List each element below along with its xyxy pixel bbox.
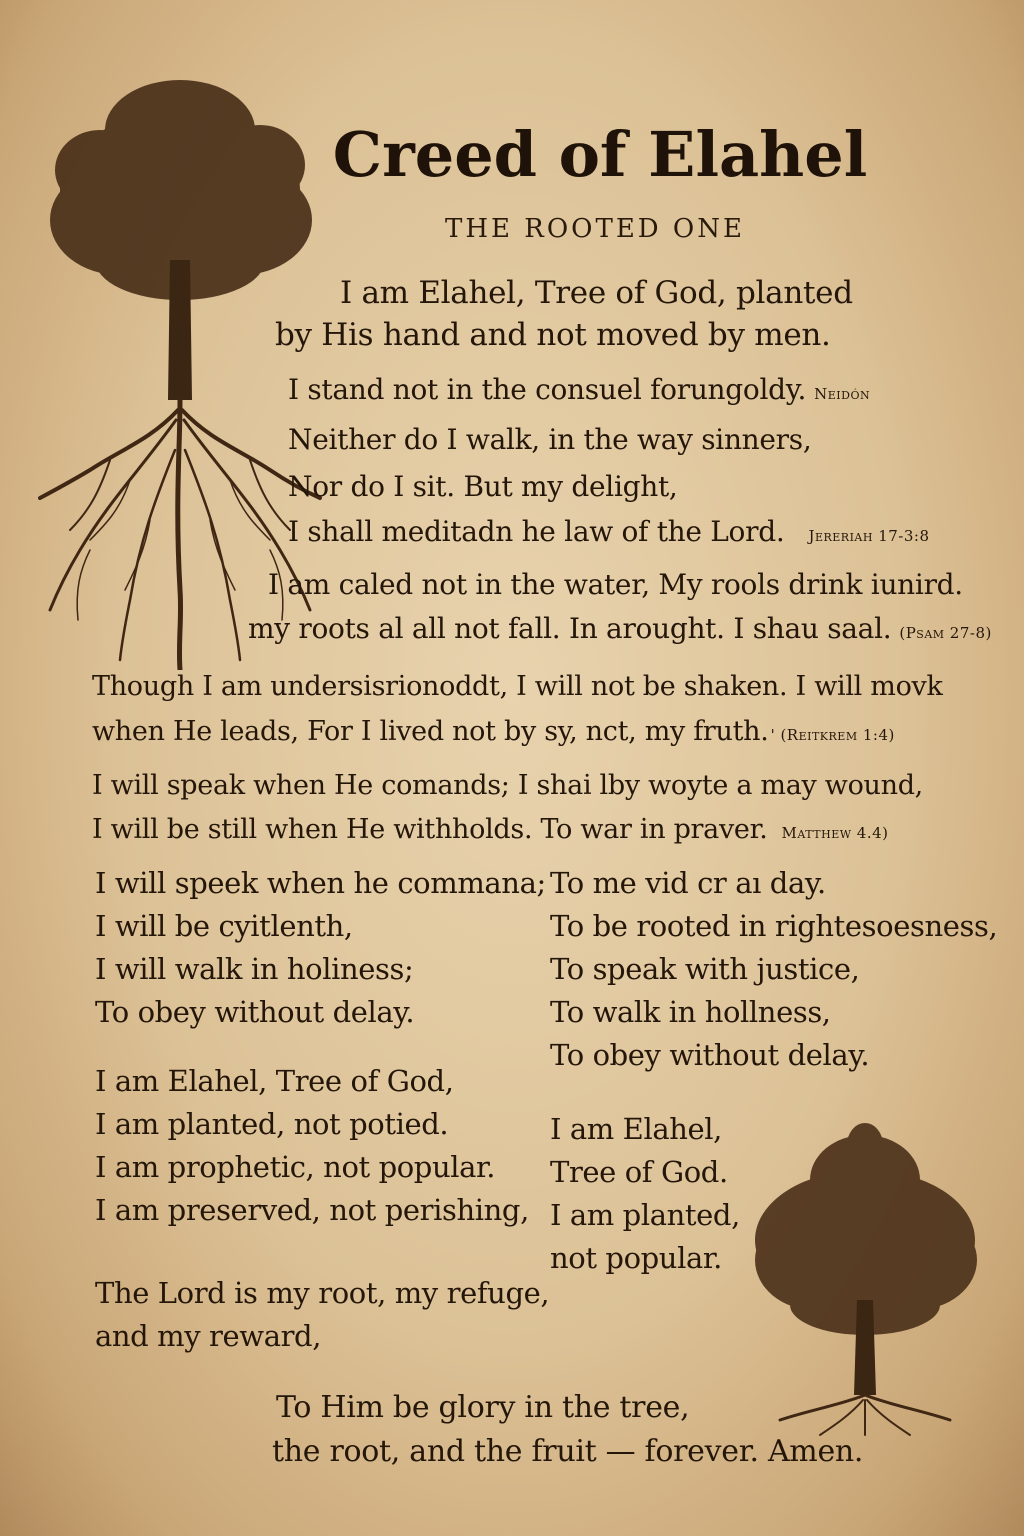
stanza-4-line-1: I will speak when He comands; I shai lby woyte a may wound, bbox=[92, 770, 923, 801]
verse-line: I am preserved, not perishing, bbox=[95, 1193, 529, 1227]
verse-line: not popular. bbox=[550, 1241, 722, 1275]
intro-line-2: by His hand and not moved by men. bbox=[275, 317, 831, 353]
verse-line: I am Elahel, bbox=[550, 1112, 722, 1146]
right-column-block-1 bbox=[550, 862, 997, 1077]
verse-line: To me vid cr aı day. bbox=[550, 866, 826, 900]
verse-line: I will be cyitlenth, bbox=[95, 909, 353, 943]
stanza-1-text-1: I stand not in the consuel forungoldy. bbox=[288, 373, 807, 406]
scripture-reference: (Psam 27-8) bbox=[899, 624, 992, 642]
stanza-2-line-2 bbox=[248, 607, 992, 655]
stanza-1-line-2: Neither do I walk, in the way sinners, bbox=[288, 423, 812, 456]
verse-line: The Lord is my root, my refuge, bbox=[95, 1276, 550, 1310]
stanza-4-text-2: I will be still when He withholds. To war in praver. bbox=[92, 814, 768, 845]
stanza-1-text-4: I shall meditadn he law of the Lord. bbox=[288, 515, 785, 548]
left-column-block-3 bbox=[95, 1272, 549, 1358]
verse-line: I will speek when he commana; bbox=[95, 866, 546, 900]
stanza-4-line-2 bbox=[92, 808, 889, 855]
stanza-3-line-2 bbox=[92, 710, 895, 757]
stanza-2-line-1: I am caled not in the water, My rools drink iunird. bbox=[268, 568, 963, 601]
left-column-block-1 bbox=[95, 862, 546, 1034]
verse-line: To speak with justice, bbox=[550, 952, 860, 986]
stanza-3-line-1: Though I am undersisrionoddt, I will not be shaken. I will movk bbox=[92, 671, 943, 702]
verse-line: To obey without delay. bbox=[550, 1038, 870, 1072]
verse-line: I will walk in holiness; bbox=[95, 952, 414, 986]
stanza-1-line-3: Nor do I sit. But my delight, bbox=[288, 470, 678, 503]
verse-line: I am planted, not potied. bbox=[95, 1107, 449, 1141]
stanza-3-text-2: when He leads, For I lived not by sy, nct, my fruth. bbox=[92, 716, 769, 747]
scripture-reference: ' (Reitkrem 1:4) bbox=[770, 726, 895, 744]
verse-line: I am planted, bbox=[550, 1198, 740, 1232]
intro-line-1: I am Elahel, Tree of God, planted bbox=[340, 275, 853, 311]
closing-line-1: To Him be glory in the tree, bbox=[276, 1390, 690, 1425]
closing-line-2: the root, and the fruit — forever. Amen. bbox=[272, 1434, 864, 1469]
verse-line: I am Elahel, Tree of God, bbox=[95, 1064, 454, 1098]
small-tree-icon bbox=[730, 1120, 1000, 1440]
verse-line: To obey without delay. bbox=[95, 995, 415, 1029]
verse-line: Tree of God. bbox=[550, 1155, 728, 1189]
scripture-reference: Jereriah 17-3:8 bbox=[808, 527, 930, 545]
scripture-reference: Neidón bbox=[814, 385, 871, 403]
left-column-block-2 bbox=[95, 1060, 529, 1232]
scripture-reference: Matthew 4.4) bbox=[781, 824, 889, 842]
page-subtitle: THE ROOTED ONE bbox=[445, 214, 745, 244]
verse-line: To be rooted in rightesoesness, bbox=[550, 909, 998, 943]
verse-line: To walk in hollness, bbox=[550, 995, 831, 1029]
page-title: Creed of Elahel bbox=[332, 118, 868, 191]
stanza-1-line-1 bbox=[288, 368, 870, 416]
right-column-block-2 bbox=[550, 1108, 740, 1280]
verse-line: I am prophetic, not popular. bbox=[95, 1150, 496, 1184]
stanza-2-text-2: my roots al all not fall. In arought. I shau saal. bbox=[248, 612, 892, 645]
verse-line: and my reward, bbox=[95, 1319, 322, 1353]
stanza-1-line-4 bbox=[288, 510, 930, 558]
